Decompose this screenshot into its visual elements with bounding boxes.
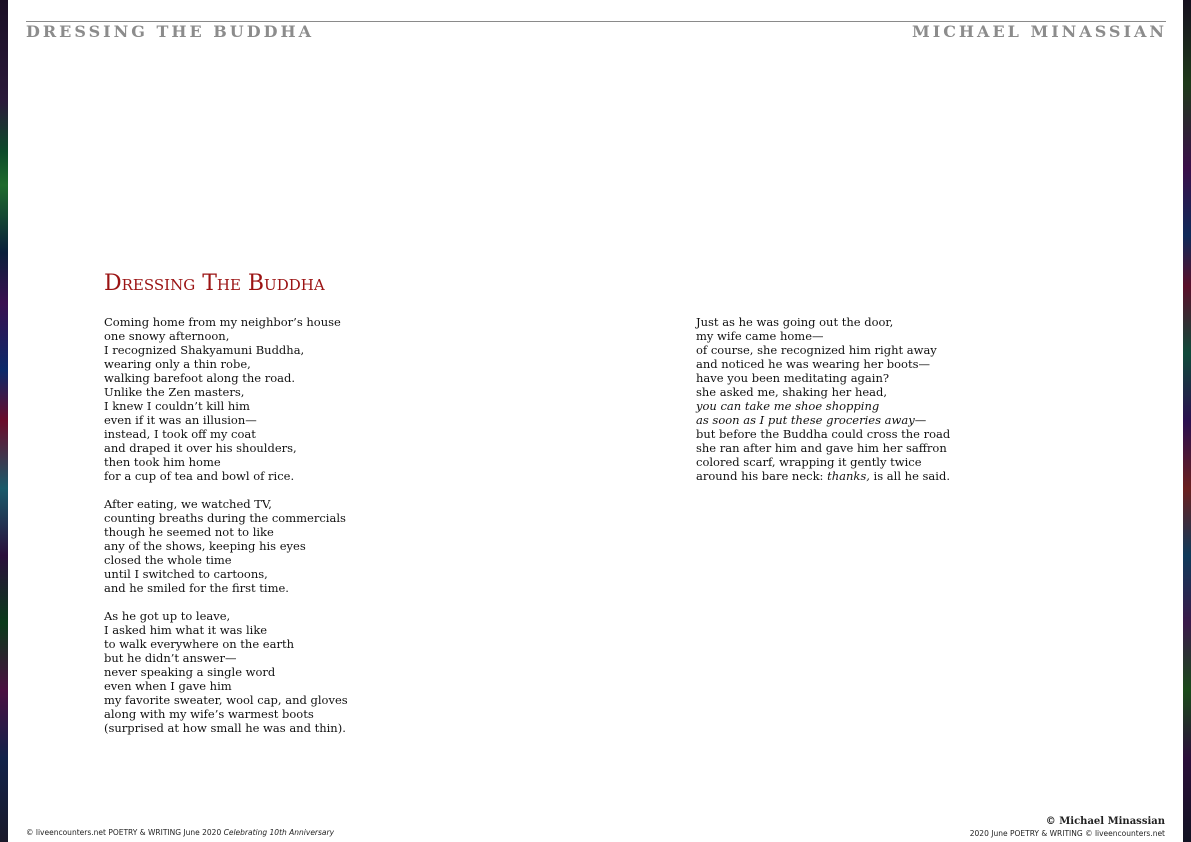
poem-line: even when I gave him xyxy=(104,679,232,693)
stanza-break xyxy=(104,483,424,497)
footer-left xyxy=(26,828,334,837)
poem-line: I knew I couldn’t kill him xyxy=(104,399,250,413)
poem-line-italic: you can take me shoe shopping xyxy=(696,399,880,413)
magazine-page xyxy=(8,0,1183,842)
poem-line: along with my wife’s warmest boots xyxy=(104,707,314,721)
poem-line: to walk everywhere on the earth xyxy=(104,637,294,651)
poem-line: she asked me, shaking her head, xyxy=(696,385,888,399)
poem-line: even if it was an illusion— xyxy=(104,413,257,427)
poem-line: I recognized Shakyamuni Buddha, xyxy=(104,343,305,357)
running-head-title: DRESSING THE BUDDHA xyxy=(26,22,315,41)
poem-line: my favorite sweater, wool cap, and gloves xyxy=(104,693,348,707)
poem-left-column xyxy=(104,315,424,735)
stanza-break xyxy=(104,595,424,609)
poem-line: instead, I took off my coat xyxy=(104,427,256,441)
footer-anniversary: Celebrating 10th Anniversary xyxy=(223,828,335,837)
poem-line: As he got up to leave, xyxy=(104,609,231,623)
poem-line: but before the Buddha could cross the road xyxy=(696,427,951,441)
poem-line: any of the shows, keeping his eyes xyxy=(104,539,306,553)
footer-right: 2020 June POETRY & WRITING © liveencounters.net xyxy=(969,829,1165,838)
poem-line: have you been meditating again? xyxy=(696,371,890,385)
right-decorative-edge xyxy=(1183,0,1191,842)
poem-line-italic: as soon as I put these groceries away— xyxy=(696,413,927,427)
poem-line: though he seemed not to like xyxy=(104,525,274,539)
poem-line: and he smiled for the first time. xyxy=(104,581,289,595)
poem-line: I asked him what it was like xyxy=(104,623,268,637)
poem-line: one snowy afternoon, xyxy=(104,329,230,343)
poem-line: After eating, we watched TV, xyxy=(104,497,272,511)
poem-title: Dressing The Buddha xyxy=(104,271,325,296)
poem-line: but he didn’t answer— xyxy=(104,651,237,665)
poem-line: of course, she recognized him right away xyxy=(696,343,937,357)
poem-last-line-start: around his bare neck: xyxy=(696,469,828,483)
poem-right-column xyxy=(696,315,1016,483)
poem-line: for a cup of tea and bowl of rice. xyxy=(104,469,295,483)
poem-line: Coming home from my neighbor’s house xyxy=(104,315,341,329)
poem-line: then took him home xyxy=(104,455,221,469)
poem-last-line xyxy=(696,469,1016,483)
poem-line: she ran after him and gave him her saffron xyxy=(696,441,947,455)
footer-left-text: © liveencounters.net POETRY & WRITING June 2020 xyxy=(26,828,224,837)
footer-copyright: © Michael Minassian xyxy=(1045,816,1165,827)
poem-line: counting breaths during the commercials xyxy=(104,511,346,525)
poem-line: my wife came home— xyxy=(696,329,824,343)
poem-line: walking barefoot along the road. xyxy=(104,371,296,385)
poem-line: Just as he was going out the door, xyxy=(696,315,894,329)
poem-last-line-end: is all he said. xyxy=(869,469,950,483)
poem-line: and noticed he was wearing her boots— xyxy=(696,357,930,371)
poem-line: closed the whole time xyxy=(104,553,232,567)
poem-line: Unlike the Zen masters, xyxy=(104,385,245,399)
poem-line: until I switched to cartoons, xyxy=(104,567,268,581)
running-head-author: MICHAEL MINASSIAN xyxy=(912,22,1167,41)
left-decorative-edge xyxy=(0,0,8,842)
poem-line: colored scarf, wrapping it gently twice xyxy=(696,455,922,469)
poem-line: wearing only a thin robe, xyxy=(104,357,251,371)
poem-line: and draped it over his shoulders, xyxy=(104,441,297,455)
poem-last-line-italic: thanks, xyxy=(827,469,870,483)
poem-line: (surprised at how small he was and thin). xyxy=(104,721,346,735)
poem-line: never speaking a single word xyxy=(104,665,276,679)
